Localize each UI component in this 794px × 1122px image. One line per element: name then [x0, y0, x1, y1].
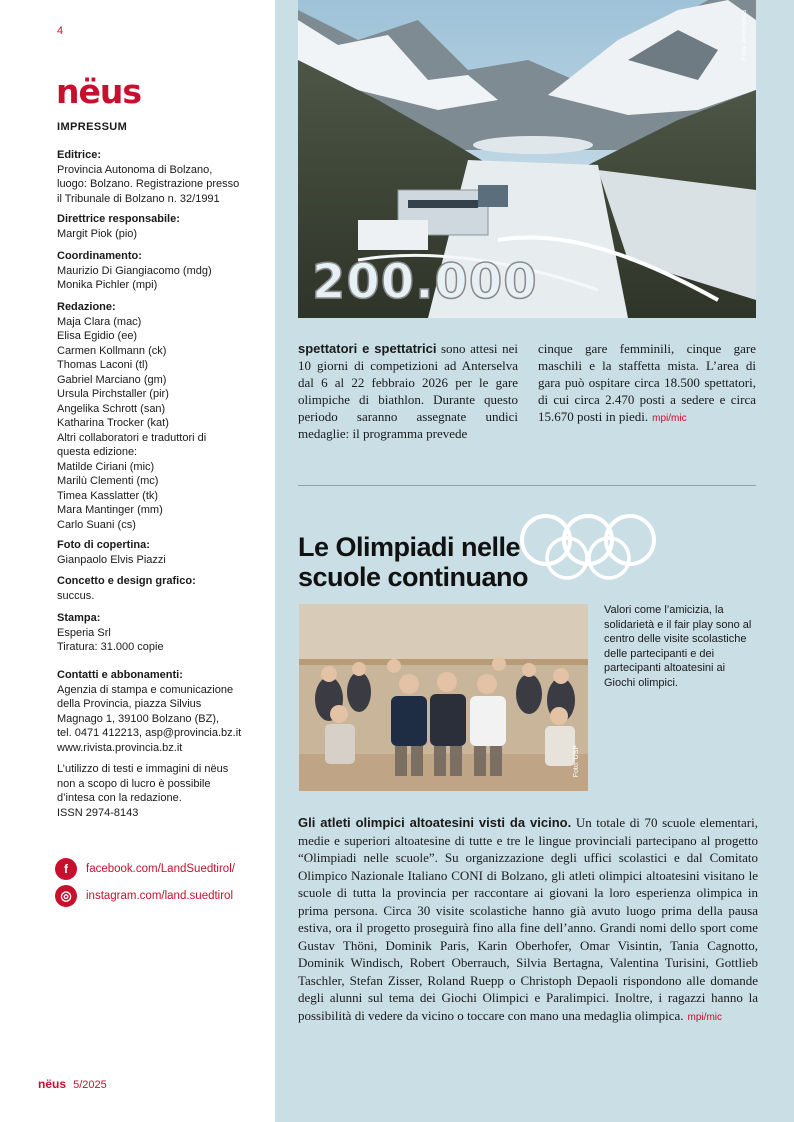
impressum-line: Gabriel Marciano (gm)	[57, 373, 167, 386]
impressum-block	[57, 538, 262, 567]
article1-col1-text: sono attesi nei 10 giorni di competizioni ad Anterselva dal 6 al 22 febbraio 2026 per le gare olimpiche di biathlon. Durante questo periodo saranno assegnate undici medaglie: il programma prevede	[298, 341, 518, 441]
impressum-line: Katharina Trocker (kat)	[57, 417, 169, 429]
impressum-line: Thomas Laconi (tl)	[57, 359, 149, 371]
impressum-column	[0, 0, 275, 1122]
article2-headline	[298, 532, 528, 592]
impressum-label: Foto di copertina:	[57, 539, 150, 551]
headline-line-1: Le Olimpiadi nelle	[298, 532, 521, 562]
impressum-label: Direttrice responsabile:	[57, 213, 180, 225]
facebook-icon: f	[55, 858, 77, 880]
impressum-line: Margit Piok (pio)	[57, 227, 138, 240]
impressum-label: Editrice:	[57, 149, 102, 161]
impressum-line: questa edizione:	[57, 446, 138, 458]
impressum-line: della Provincia, piazza Silvius	[57, 698, 202, 710]
instagram-icon: ◎	[55, 885, 77, 907]
footer-issue: 5/2025	[73, 1079, 107, 1091]
facebook-link[interactable]: facebook.com/LandSuedtirol/	[86, 863, 235, 875]
page-number: 4	[57, 25, 64, 37]
impressum-line: Gianpaolo Elvis Piazzi	[57, 553, 166, 566]
impressum-line: Marilù Clementi (mc)	[57, 475, 159, 487]
impressum-line: Angelika Schrott (san)	[57, 402, 166, 415]
impressum-block	[57, 574, 262, 603]
photo-credit-2: Foto: USP	[573, 745, 580, 778]
article2-lead: Gli atleti olimpici altoatesini visti da vicino.	[298, 815, 572, 830]
article2-text: Un totale di 70 scuole elementari, medie e superiori altoatesine di tutte e tre le lingue provinciali partecipano al progetto “Olimpiadi nelle scuole”. Su organizzazione degli uffici scolastici e dal Comitato Olimpico Nazionale Italiano CONI di Bolzano, gli atleti olimpici altoatesini visitano le scuole di tutta la provincia per raccontare ai giovani la loro esperienza olimpica in prima persona. Circa 30 visite scolastiche hanno già avuto luogo prima della pausa estiva, ora il progetto proseguirà fino alla fine dell’anno. Grandi nomi dello sport come Gustav Thöni, Dominik Paris, Karin Oberhofer, Omar Visintin, Tania Cagnotto, Dominik Windisch, Robert Oberrauch, Silvia Bertagna, Valentina Turisini, Gottlieb Taschler, Stefan Zisser, Roland Ruepp o Christoph Depaoli rispondono alle domande degli alunni sul tema dei Giochi Olimpici e Paralimpici. Inoltre, i ragazzi hanno la possibilità di vedere da vicino o toccare con mano una medaglia olimpica.	[298, 815, 758, 1023]
impressum-line: Esperia Srl	[57, 626, 111, 639]
impressum-block	[57, 300, 262, 532]
impressum-line: Maja Clara (mac)	[57, 315, 142, 328]
impressum-block	[57, 148, 262, 206]
olympic-rings-icon	[512, 510, 664, 580]
article2-body	[298, 814, 758, 1026]
impressum-line: Matilde Ciriani (mic)	[57, 460, 155, 473]
impressum-block	[57, 762, 262, 820]
impressum-line: L’utilizzo di testi e immagini di nëus	[57, 763, 229, 775]
school-visit-photo	[299, 604, 588, 791]
impressum-block	[57, 212, 262, 241]
impressum-line: Tiratura: 31.000 copie	[57, 641, 164, 653]
article1-lead: spettatori e spettatrici	[298, 341, 437, 356]
impressum-label: Redazione:	[57, 301, 116, 313]
impressum-block	[57, 668, 262, 755]
impressum-line: succus.	[57, 589, 95, 602]
impressum-line: Timea Kasslatter (tk)	[57, 489, 159, 502]
impressum-line: non a scopo di lucro è possibile	[57, 777, 211, 790]
impressum-line: Carlo Suani (cs)	[57, 518, 136, 531]
impressum-label: Contatti e abbonamenti:	[57, 669, 183, 681]
impressum-line: ISSN 2974-8143	[57, 806, 139, 819]
big-number: 200.000	[312, 254, 538, 310]
section-divider	[298, 485, 756, 486]
impressum-label: Stampa:	[57, 612, 101, 624]
impressum-line: luogo: Bolzano. Registrazione presso	[57, 178, 240, 190]
article1-col2	[538, 340, 756, 427]
article1-col2-text: cinque gare femminili, cinque gare maschili e la staffetta mista. L’area di gara può ospitare circa 18.500 spettatori, di cui circa 2.470 posti a sedere e circa 15.670 posti in piedi.	[538, 341, 756, 424]
impressum-line: tel. 0471 412213, asp@provincia.bz.it	[57, 727, 242, 739]
impressum-line: Ursula Pirchstaller (pir)	[57, 388, 169, 400]
impressum-line: Carmen Kollmann (ck)	[57, 344, 167, 357]
impressum-line: il Tribunale di Bolzano n. 32/1991	[57, 192, 220, 205]
impressum-line: Agenzia di stampa e comunicazione	[57, 683, 234, 696]
neus-logo: nëus	[56, 72, 142, 111]
article1-col1	[298, 340, 518, 442]
impressum-label: Concetto e design grafico:	[57, 575, 196, 587]
headline-line-2: scuole continuano	[298, 562, 529, 592]
impressum-line: Maurizio Di Giangiacomo (mdg)	[57, 264, 212, 277]
impressum-line: Magnago 1, 39100 Bolzano (BZ),	[57, 712, 220, 725]
photo-caption: Valori come l’amicizia, la solidarietà e il fair play sono al centro delle visite scolastiche delle partecipanti e dei partecipanti altoatesini ai Giochi olimpici.	[604, 604, 752, 689]
photo-credit-1: Foto: Anterselva	[741, 10, 748, 61]
footer	[38, 1077, 107, 1091]
impressum-line: Altri collaboratori e traduttori di	[57, 431, 207, 444]
school-visit-illustration	[299, 604, 588, 791]
social-instagram[interactable]	[55, 885, 233, 907]
impressum-block	[57, 249, 262, 293]
footer-brand: nëus	[38, 1077, 67, 1091]
impressum-line: Provincia Autonoma di Bolzano,	[57, 163, 213, 176]
impressum-block	[57, 611, 262, 655]
impressum-line: Mara Mantinger (mm)	[57, 504, 163, 516]
article2-signature: mpi/mic	[687, 1011, 722, 1023]
impressum-label: Coordinamento:	[57, 250, 142, 262]
social-facebook[interactable]	[55, 858, 235, 880]
impressum-line: Monika Pichler (mpi)	[57, 279, 158, 291]
impressum-line: d’intesa con la redazione.	[57, 792, 182, 804]
instagram-link[interactable]: instagram.com/land.suedtirol	[86, 890, 234, 902]
impressum-line: www.rivista.provincia.bz.it	[57, 741, 183, 754]
impressum-heading: IMPRESSUM	[57, 121, 128, 133]
impressum-line: Elisa Egidio (ee)	[57, 330, 138, 342]
article1-signature: mpi/mic	[652, 413, 687, 424]
